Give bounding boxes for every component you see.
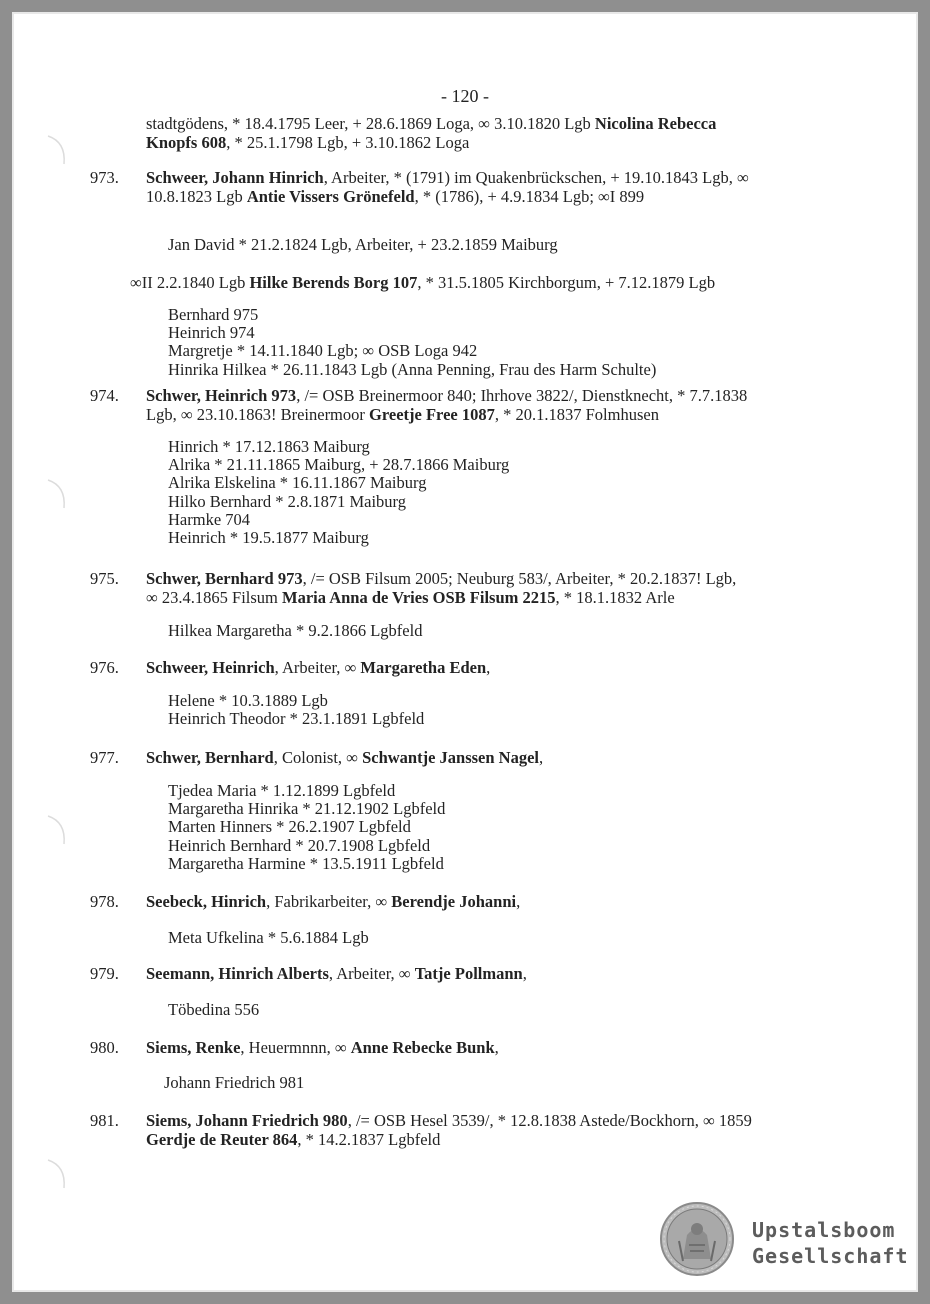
child-item: Meta Ufkelina * 5.6.1884 Lgb (168, 928, 369, 947)
society-name-line2: Gesellschaft (752, 1244, 909, 1268)
spouse-name: Schwantje Janssen Nagel (362, 748, 539, 767)
society-name-line1: Upstalsboom (752, 1218, 896, 1242)
child-item: Hilko Bernhard * 2.8.1871 Maiburg (168, 491, 407, 511)
entry-number: 980. (90, 1038, 119, 1057)
entry-number: 981. (90, 1111, 119, 1130)
intro-text: , * 25.1.1798 Lgb, + 3.10.1862 Loga (226, 133, 470, 152)
spouse-name: Margaretha Eden (360, 658, 487, 677)
entry-text: , * 18.1.1832 Arle (555, 588, 675, 607)
entry-text: , (539, 748, 544, 767)
child-item: Hilkea Margaretha * 9.2.1866 Lgbfeld (168, 621, 423, 640)
entry-number: 976. (90, 658, 119, 677)
entry-text: , /= OSB Hesel 3539/, * 12.8.1838 Astede/Bockhorn, ∞ 1859 (347, 1111, 752, 1130)
page-number: - 120 - (441, 86, 489, 106)
entry-text: , Heuermnnn, ∞ (240, 1038, 351, 1057)
entry-number: 974. (90, 386, 119, 405)
entry-text: , * 20.1.1837 Folmhusen (494, 405, 659, 424)
person-name: Schweer, Heinrich (146, 658, 275, 677)
person-name: Schwer, Bernhard 973 (146, 569, 303, 588)
punch-hole-icon (44, 1156, 74, 1192)
spouse-name: Anne Rebecke Bunk (350, 1038, 495, 1057)
intro-text: stadtgödens, * 18.4.1795 Leer, + 28.6.1869 Loga, ∞ 3.10.1820 Lgb (146, 114, 595, 133)
punch-hole-icon (44, 476, 74, 512)
person-name: Schweer, Johann Hinrich (146, 168, 324, 187)
child-item: Tjedea Maria * 1.12.1899 Lgbfeld (168, 781, 396, 800)
entry-text: , /= OSB Breinermoor 840; Ihrhove 3822/, Dienstknecht, * 7.7.1838 (296, 386, 748, 405)
entry-text: , Fabrikarbeiter, ∞ (266, 892, 392, 911)
entry-text: , * (1786), + 4.9.1834 Lgb; ∞I 899 (414, 187, 645, 206)
child-item: Margaretha Hinrika * 21.12.1902 Lgbfeld (168, 799, 446, 819)
spouse-name: Maria Anna de Vries OSB Filsum 2215 (282, 588, 556, 607)
child-item: Bernhard 975 (168, 305, 259, 324)
entry-text: , (522, 964, 527, 983)
person-name: Seemann, Hinrich Alberts (146, 964, 329, 983)
entry-text: , (516, 892, 521, 911)
upstalsboom-seal-icon (659, 1201, 735, 1277)
entry-text: , Arbeiter, ∞ (328, 964, 415, 983)
person-name: Siems, Johann Friedrich 980 (146, 1111, 348, 1130)
child-item: Alrika * 21.11.1865 Maiburg, + 28.7.1866 Maiburg (168, 455, 510, 475)
entry-number: 973. (90, 168, 119, 187)
entry-number: 978. (90, 892, 119, 911)
person-name: Schwer, Heinrich 973 (146, 386, 297, 405)
child-item: Alrika Elskelina * 16.11.1867 Maiburg (168, 473, 427, 493)
child-item: Heinrich Bernhard * 20.7.1908 Lgbfeld (168, 835, 431, 855)
person-name: Seebeck, Hinrich (146, 892, 267, 911)
punch-hole-icon (44, 812, 74, 848)
child-item: Heinrich 974 (168, 323, 255, 343)
child-item: Margaretha Harmine * 13.5.1911 Lgbfeld (168, 853, 444, 873)
child-item: Johann Friedrich 981 (164, 1073, 305, 1092)
child-item: Hinrich * 17.12.1863 Maiburg (168, 437, 370, 456)
entry-text: , Arbeiter, * (1791) im Quakenbrückschen, + 19.10.1843 Lgb, ∞ (323, 168, 749, 187)
spouse-name: Antie Vissers Grönefeld (246, 187, 415, 206)
entry-text: , /= OSB Filsum 2005; Neuburg 583/, Arbeiter, * 20.2.1837! Lgb, (302, 569, 737, 588)
document-page (12, 12, 918, 1292)
child-item: Margretje * 14.11.1840 Lgb; ∞ OSB Loga 942 (168, 341, 478, 361)
entry-text: ∞II 2.2.1840 Lgb (130, 273, 250, 292)
entry-text: , Colonist, ∞ (273, 748, 363, 767)
person-name: Schwer, Bernhard (146, 748, 274, 767)
child-item: Heinrich Theodor * 23.1.1891 Lgbfeld (168, 709, 425, 729)
spouse-name: Tatje Pollmann (414, 964, 523, 983)
child-item: Heinrich * 19.5.1877 Maiburg (168, 528, 369, 548)
entry-text: , * 14.2.1837 Lgbfeld (297, 1130, 441, 1149)
punch-hole-icon (44, 132, 74, 168)
spouse-name: Knopfs 608 (146, 133, 227, 152)
entry-number: 979. (90, 964, 119, 983)
child-item: Helene * 10.3.1889 Lgb (168, 691, 328, 710)
spouse-name: Berendje Johanni (391, 892, 517, 911)
child-item: Jan David * 21.2.1824 Lgb, Arbeiter, + 23.2.1859 Maiburg (168, 235, 558, 254)
entry-text: 10.8.1823 Lgb (146, 187, 247, 206)
child-item: Marten Hinners * 26.2.1907 Lgbfeld (168, 817, 411, 837)
entry-text: ∞ 23.4.1865 Filsum (146, 588, 282, 607)
spouse-name: Greetje Free 1087 (369, 405, 495, 424)
child-item: Töbedina 556 (168, 1000, 260, 1019)
spouse-name: Hilke Berends Borg 107 (249, 273, 418, 292)
entry-text: , Arbeiter, ∞ (274, 658, 361, 677)
entry-text: Lgb, ∞ 23.10.1863! Breinermoor (146, 405, 370, 424)
entry-text: , * 31.5.1805 Kirchborgum, + 7.12.1879 Lgb (417, 273, 716, 292)
spouse-name: Nicolina Rebecca (594, 114, 717, 133)
entry-text: , (494, 1038, 499, 1057)
entry-number: 975. (90, 569, 119, 588)
child-item: Hinrika Hilkea * 26.11.1843 Lgb (Anna Penning, Frau des Harm Schulte) (168, 359, 657, 379)
spouse-name: Gerdje de Reuter 864 (146, 1130, 298, 1149)
entry-number: 977. (90, 748, 119, 767)
child-item: Harmke 704 (168, 509, 251, 529)
person-name: Siems, Renke (146, 1038, 241, 1057)
entry-text: , (486, 658, 491, 677)
